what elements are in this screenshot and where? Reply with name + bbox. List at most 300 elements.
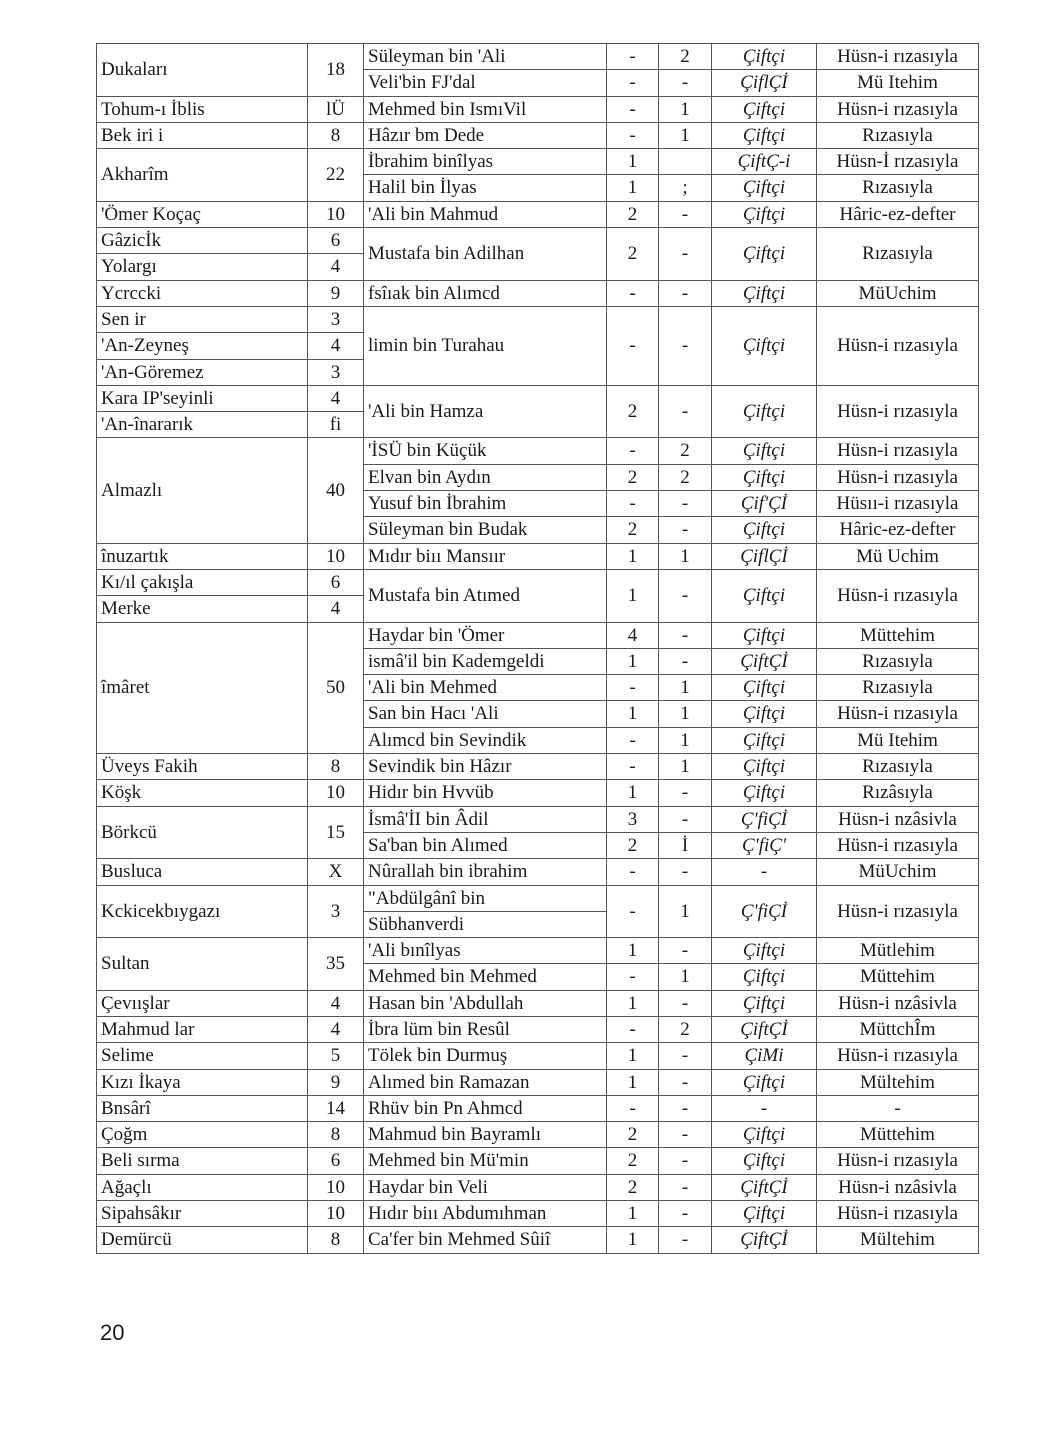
occupation-cell: Çiftçi (712, 385, 817, 438)
count-b-cell: - (659, 1095, 712, 1121)
table-row (97, 228, 979, 254)
occupation-cell: Çiftçi (712, 438, 817, 464)
count-b-cell: 2 (659, 464, 712, 490)
count-a-cell: - (607, 1095, 659, 1121)
count-b-cell: - (659, 938, 712, 964)
person-name-cell: Süleyman bin 'Ali (364, 44, 607, 70)
village-cell: Kı/ıl çakışla (97, 569, 308, 595)
person-name-cell: Halil bin İlyas (364, 175, 607, 201)
status-cell: MüUchim (817, 859, 979, 885)
village-cell: Kara IP'seyinli (97, 385, 308, 411)
hane-count-cell: 3 (308, 306, 364, 332)
person-name-cell: Mehmed bin Mü'min (364, 1148, 607, 1174)
status-cell: Rızasıyla (817, 648, 979, 674)
village-cell: Ycrccki (97, 280, 308, 306)
count-b-cell: 1 (659, 543, 712, 569)
hane-count-cell: 18 (308, 44, 364, 97)
count-b-cell: - (659, 780, 712, 806)
person-name-cell: 'Ali bin Mahmud (364, 201, 607, 227)
hane-count-cell: 6 (308, 228, 364, 254)
count-a-cell: - (607, 885, 659, 938)
table-row (97, 201, 979, 227)
person-name-cell: Süleyman bin Budak (364, 517, 607, 543)
status-cell: Rızasıyla (817, 754, 979, 780)
person-name-cell: Haydar bin Veli (364, 1174, 607, 1200)
hane-count-cell: 3 (308, 359, 364, 385)
table-row (97, 780, 979, 806)
status-cell: Hüsn-i rızasıyla (817, 701, 979, 727)
count-b-cell: 1 (659, 885, 712, 938)
count-a-cell: 1 (607, 780, 659, 806)
status-cell: MüUchim (817, 280, 979, 306)
person-name-cell: Rhüv bin Pn Ahmcd (364, 1095, 607, 1121)
village-cell: 'Ömer Koçaç (97, 201, 308, 227)
village-cell: Ağaçlı (97, 1174, 308, 1200)
count-a-cell: 2 (607, 832, 659, 858)
count-a-cell: 2 (607, 201, 659, 227)
village-cell: îmâret (97, 622, 308, 753)
village-cell: Sipahsâkır (97, 1201, 308, 1227)
status-cell: Hüsn-i rızasıyla (817, 885, 979, 938)
table-row (97, 1201, 979, 1227)
person-name-cell: Elvan bin Aydın (364, 464, 607, 490)
count-b-cell: - (659, 280, 712, 306)
count-b-cell: - (659, 1043, 712, 1069)
person-name-cell: İsmâ'İI bin Âdil (364, 806, 607, 832)
occupation-cell: ÇiflÇİ (712, 70, 817, 96)
table-row (97, 1095, 979, 1121)
table-row (97, 44, 979, 70)
status-cell: MüttchÎm (817, 1016, 979, 1042)
table-row (97, 438, 979, 464)
occupation-cell: ÇiftÇİ (712, 1174, 817, 1200)
table-row (97, 1227, 979, 1253)
table-row (97, 754, 979, 780)
status-cell: Hüsıı-i rızasıyla (817, 491, 979, 517)
village-cell: Akharîm (97, 149, 308, 202)
table-row (97, 1174, 979, 1200)
person-name-cell: Mehmed bin Mehmed (364, 964, 607, 990)
status-cell: Hüsn-i rızasıyla (817, 1201, 979, 1227)
status-cell: Rızâsıyla (817, 780, 979, 806)
table-row (97, 938, 979, 964)
count-b-cell: 1 (659, 964, 712, 990)
hane-count-cell: 10 (308, 1201, 364, 1227)
status-cell: Hüsn-i rızasıyla (817, 438, 979, 464)
count-a-cell: - (607, 727, 659, 753)
count-b-cell: 1 (659, 96, 712, 122)
occupation-cell: Çif'Çİ (712, 491, 817, 517)
occupation-cell: Çiftçi (712, 754, 817, 780)
person-name-cell: İbra lüm bin Resûl (364, 1016, 607, 1042)
status-cell: Hüsn-i rızasıyla (817, 464, 979, 490)
occupation-cell: Ç'fiÇİ (712, 806, 817, 832)
count-a-cell: 2 (607, 517, 659, 543)
person-name-cell: Mustafa bin Adilhan (364, 228, 607, 281)
person-name-cell: limin bin Turahau (364, 306, 607, 385)
count-b-cell: - (659, 569, 712, 622)
count-a-cell: 1 (607, 149, 659, 175)
count-a-cell: 1 (607, 175, 659, 201)
status-cell: Hâric-ez-defter (817, 517, 979, 543)
count-a-cell: 3 (607, 806, 659, 832)
hane-count-cell: 50 (308, 622, 364, 753)
village-cell: Tohum-ı İblis (97, 96, 308, 122)
count-a-cell: 1 (607, 1201, 659, 1227)
count-a-cell: 2 (607, 1148, 659, 1174)
hane-count-cell: 8 (308, 1227, 364, 1253)
person-name-cell: San bin Hacı 'Ali (364, 701, 607, 727)
count-b-cell: - (659, 491, 712, 517)
count-a-cell: - (607, 964, 659, 990)
occupation-cell: Çiftçi (712, 622, 817, 648)
table-row (97, 885, 979, 911)
occupation-cell: - (712, 859, 817, 885)
count-a-cell: - (607, 438, 659, 464)
occupation-cell: Çiftçi (712, 1069, 817, 1095)
count-a-cell: 1 (607, 990, 659, 1016)
status-cell: Hüsn-i rızasıyla (817, 306, 979, 385)
count-a-cell: - (607, 70, 659, 96)
hane-count-cell: 22 (308, 149, 364, 202)
person-name-cell: Haydar bin 'Ömer (364, 622, 607, 648)
count-a-cell: 2 (607, 1122, 659, 1148)
count-a-cell: - (607, 122, 659, 148)
village-cell: Gâzicİk (97, 228, 308, 254)
count-a-cell: 1 (607, 1069, 659, 1095)
status-cell: Mütlehim (817, 938, 979, 964)
hane-count-cell: 35 (308, 938, 364, 991)
count-a-cell: 1 (607, 701, 659, 727)
hane-count-cell: 4 (308, 596, 364, 622)
hane-count-cell: 15 (308, 806, 364, 859)
hane-count-cell: 4 (308, 254, 364, 280)
status-cell: Hüsn-i nzâsivla (817, 806, 979, 832)
hane-count-cell: 3 (308, 885, 364, 938)
status-cell: Hüsn-İ rızasıyla (817, 149, 979, 175)
count-b-cell: - (659, 859, 712, 885)
hane-count-cell: 4 (308, 333, 364, 359)
count-a-cell: 1 (607, 543, 659, 569)
hane-count-cell: 40 (308, 438, 364, 543)
village-cell: Mahmud lar (97, 1016, 308, 1042)
hane-count-cell: 8 (308, 754, 364, 780)
hane-count-cell: 4 (308, 385, 364, 411)
occupation-cell: Çiftçi (712, 727, 817, 753)
person-name-cell: Hidır bin Hvvüb (364, 780, 607, 806)
occupation-cell: Çiftçi (712, 280, 817, 306)
count-a-cell: 4 (607, 622, 659, 648)
hane-count-cell: 8 (308, 122, 364, 148)
count-a-cell: 2 (607, 228, 659, 281)
hane-count-cell: 9 (308, 1069, 364, 1095)
status-cell: Müttehim (817, 622, 979, 648)
person-name-cell: Mahmud bin Bayramlı (364, 1122, 607, 1148)
count-b-cell: - (659, 1227, 712, 1253)
status-cell: Hüsn-i nzâsivla (817, 1174, 979, 1200)
village-cell: 'An-Zeyneş (97, 333, 308, 359)
status-cell: Rızasıyla (817, 122, 979, 148)
count-a-cell: 1 (607, 938, 659, 964)
status-cell: Hüsn-i rızasıyla (817, 96, 979, 122)
table-row (97, 1148, 979, 1174)
table-row (97, 1043, 979, 1069)
count-b-cell: - (659, 806, 712, 832)
hane-count-cell: 10 (308, 1174, 364, 1200)
occupation-cell: Çiftçi (712, 1148, 817, 1174)
village-cell: Sen ir (97, 306, 308, 332)
count-a-cell: 2 (607, 464, 659, 490)
count-b-cell: - (659, 622, 712, 648)
occupation-cell: ÇiflÇİ (712, 543, 817, 569)
occupation-cell: Çiftçi (712, 517, 817, 543)
person-name-cell: Mehmed bin IsmıVil (364, 96, 607, 122)
person-name-cell: Mıdır biıı Mansıır (364, 543, 607, 569)
occupation-cell: Çiftçi (712, 175, 817, 201)
status-cell: Mü Uchim (817, 543, 979, 569)
count-b-cell: 2 (659, 1016, 712, 1042)
status-cell: Hüsn-i rızasıyla (817, 832, 979, 858)
village-cell: Dukaları (97, 44, 308, 97)
count-a-cell: 2 (607, 385, 659, 438)
count-a-cell: - (607, 491, 659, 517)
village-cell: 'An-înararık (97, 412, 308, 438)
village-cell: Üveys Fakih (97, 754, 308, 780)
occupation-cell: Çiftçi (712, 306, 817, 385)
village-cell: Bek iri i (97, 122, 308, 148)
count-b-cell: 1 (659, 701, 712, 727)
count-b-cell: - (659, 306, 712, 385)
occupation-cell: Çiftçi (712, 201, 817, 227)
person-name-cell: Hâzır bm Dede (364, 122, 607, 148)
hane-count-cell: 4 (308, 1016, 364, 1042)
table-row (97, 96, 979, 122)
count-b-cell: 2 (659, 438, 712, 464)
count-a-cell: 1 (607, 1227, 659, 1253)
count-b-cell: - (659, 1069, 712, 1095)
count-a-cell: - (607, 1016, 659, 1042)
table-row (97, 1122, 979, 1148)
hane-count-cell: lÜ (308, 96, 364, 122)
status-cell: Müttehim (817, 1122, 979, 1148)
village-cell: Sultan (97, 938, 308, 991)
status-cell: Mültehim (817, 1227, 979, 1253)
count-a-cell: 1 (607, 1043, 659, 1069)
village-cell: Börkcü (97, 806, 308, 859)
village-cell: înuzartık (97, 543, 308, 569)
village-cell: Almazlı (97, 438, 308, 543)
count-b-cell: - (659, 990, 712, 1016)
table-row (97, 569, 979, 595)
table-row (97, 149, 979, 175)
village-cell: Kızı İkaya (97, 1069, 308, 1095)
village-cell: 'An-Göremez (97, 359, 308, 385)
count-b-cell: - (659, 648, 712, 674)
occupation-cell: Çiftçi (712, 122, 817, 148)
person-name-cell: Mustafa bin Atımed (364, 569, 607, 622)
status-cell: Mü Itehim (817, 727, 979, 753)
status-cell: Mültehim (817, 1069, 979, 1095)
occupation-cell: Çiftçi (712, 44, 817, 70)
status-cell: Hüsn-i rızasıyla (817, 1148, 979, 1174)
status-cell: Rızasıyla (817, 675, 979, 701)
status-cell: Hüsn-i rızasıyla (817, 569, 979, 622)
occupation-cell: Çiftçi (712, 780, 817, 806)
person-name-cell: 'İSÜ bin Küçük (364, 438, 607, 464)
hane-count-cell: 10 (308, 780, 364, 806)
occupation-cell: Ç'fiÇİ (712, 885, 817, 938)
person-name-cell: İbrahim binîlyas (364, 149, 607, 175)
occupation-cell: Çiftçi (712, 464, 817, 490)
status-cell: Hüsn-i rızasıyla (817, 385, 979, 438)
count-b-cell: 1 (659, 727, 712, 753)
village-cell: Selime (97, 1043, 308, 1069)
person-name-cell: Hıdır biıı Abdumıhman (364, 1201, 607, 1227)
page-number: 20 (100, 1320, 125, 1345)
hane-count-cell: 6 (308, 1148, 364, 1174)
village-cell: Kckicekbıygazı (97, 885, 308, 938)
count-b-cell: - (659, 1174, 712, 1200)
table-row (97, 385, 979, 411)
hane-count-cell: 5 (308, 1043, 364, 1069)
person-name-cell: "Abdülgânî bin (364, 885, 607, 911)
person-name-cell: Alımcd bin Sevindik (364, 727, 607, 753)
occupation-cell: ÇiftÇİ (712, 648, 817, 674)
table-row (97, 280, 979, 306)
table-row (97, 306, 979, 332)
village-cell: Busluca (97, 859, 308, 885)
table-row (97, 806, 979, 832)
village-cell: Merke (97, 596, 308, 622)
count-a-cell: 1 (607, 648, 659, 674)
occupation-cell: - (712, 1095, 817, 1121)
count-b-cell: - (659, 228, 712, 281)
count-a-cell: - (607, 675, 659, 701)
person-name-cell: Sa'ban bin Alımed (364, 832, 607, 858)
register-table-body (97, 44, 979, 1254)
table-row (97, 543, 979, 569)
hane-count-cell: 9 (308, 280, 364, 306)
village-cell: Köşk (97, 780, 308, 806)
hane-count-cell: 10 (308, 543, 364, 569)
occupation-cell: Çiftçi (712, 228, 817, 281)
count-a-cell: - (607, 859, 659, 885)
hane-count-cell: X (308, 859, 364, 885)
occupation-cell: Çiftçi (712, 964, 817, 990)
table-row (97, 622, 979, 648)
person-name-cell: ismâ'il bin Kademgeldi (364, 648, 607, 674)
count-b-cell: İ (659, 832, 712, 858)
person-name-cell: Hasan bin 'Abdullah (364, 990, 607, 1016)
person-name-cell: Veli'bin FJ'dal (364, 70, 607, 96)
count-b-cell: 1 (659, 754, 712, 780)
person-name-cell: 'Ali bınîlyas (364, 938, 607, 964)
village-cell: Bnsârî (97, 1095, 308, 1121)
count-a-cell: 1 (607, 569, 659, 622)
hane-count-cell: 14 (308, 1095, 364, 1121)
person-name-cell: 'Ali bin Hamza (364, 385, 607, 438)
hane-count-cell: 6 (308, 569, 364, 595)
count-a-cell: - (607, 96, 659, 122)
village-cell: Çoğm (97, 1122, 308, 1148)
count-a-cell: 2 (607, 1174, 659, 1200)
person-name-cell: 'Ali bin Mehmed (364, 675, 607, 701)
table-row (97, 1016, 979, 1042)
count-b-cell (659, 149, 712, 175)
count-b-cell: - (659, 201, 712, 227)
count-b-cell: - (659, 70, 712, 96)
person-name-cell: Nûrallah bin ibrahim (364, 859, 607, 885)
occupation-cell: Çiftçi (712, 1122, 817, 1148)
status-cell: Hâric-ez-defter (817, 201, 979, 227)
count-b-cell: - (659, 517, 712, 543)
person-name-cell: Sübhanverdi (364, 911, 607, 937)
count-a-cell: - (607, 306, 659, 385)
count-b-cell: 2 (659, 44, 712, 70)
table-row (97, 859, 979, 885)
occupation-cell: Ç'fiÇ' (712, 832, 817, 858)
occupation-cell: ÇiMi (712, 1043, 817, 1069)
status-cell: Rızasıyla (817, 175, 979, 201)
person-name-cell: Ca'fer bin Mehmed Sûiî (364, 1227, 607, 1253)
status-cell: Hüsn-i nzâsivla (817, 990, 979, 1016)
village-cell: Yolargı (97, 254, 308, 280)
status-cell: Müttehim (817, 964, 979, 990)
table-row (97, 1069, 979, 1095)
person-name-cell: Tölek bin Durmuş (364, 1043, 607, 1069)
occupation-cell: Çiftçi (712, 990, 817, 1016)
hane-count-cell: 8 (308, 1122, 364, 1148)
count-a-cell: - (607, 754, 659, 780)
count-b-cell: - (659, 1148, 712, 1174)
occupation-cell: Çiftçi (712, 701, 817, 727)
occupation-cell: Çiftçi (712, 96, 817, 122)
count-b-cell: - (659, 1201, 712, 1227)
count-b-cell: - (659, 385, 712, 438)
count-b-cell: 1 (659, 675, 712, 701)
person-name-cell: fsîıak bin Alımcd (364, 280, 607, 306)
status-cell: Mü Itehim (817, 70, 979, 96)
occupation-cell: ÇiftÇİ (712, 1227, 817, 1253)
occupation-cell: ÇiftÇİ (712, 1016, 817, 1042)
occupation-cell: ÇiftÇ-i (712, 149, 817, 175)
table-row (97, 122, 979, 148)
hane-count-cell: 10 (308, 201, 364, 227)
person-name-cell: Alımed bin Ramazan (364, 1069, 607, 1095)
status-cell: Rızasıyla (817, 228, 979, 281)
village-cell: Beli sırma (97, 1148, 308, 1174)
status-cell: Hüsn-i rızasıyla (817, 1043, 979, 1069)
person-name-cell: Yusuf bin İbrahim (364, 491, 607, 517)
count-b-cell: 1 (659, 122, 712, 148)
village-cell: Demürcü (97, 1227, 308, 1253)
occupation-cell: Çiftçi (712, 1201, 817, 1227)
count-b-cell: ; (659, 175, 712, 201)
village-cell: Çevıışlar (97, 990, 308, 1016)
status-cell: Hüsn-i rızasıyla (817, 44, 979, 70)
occupation-cell: Çiftçi (712, 675, 817, 701)
count-b-cell: - (659, 1122, 712, 1148)
hane-count-cell: fi (308, 412, 364, 438)
person-name-cell: Sevindik bin Hâzır (364, 754, 607, 780)
count-a-cell: - (607, 280, 659, 306)
occupation-cell: Çiftçi (712, 938, 817, 964)
register-table (96, 43, 979, 1254)
occupation-cell: Çiftçi (712, 569, 817, 622)
hane-count-cell: 4 (308, 990, 364, 1016)
status-cell: - (817, 1095, 979, 1121)
count-a-cell: - (607, 44, 659, 70)
